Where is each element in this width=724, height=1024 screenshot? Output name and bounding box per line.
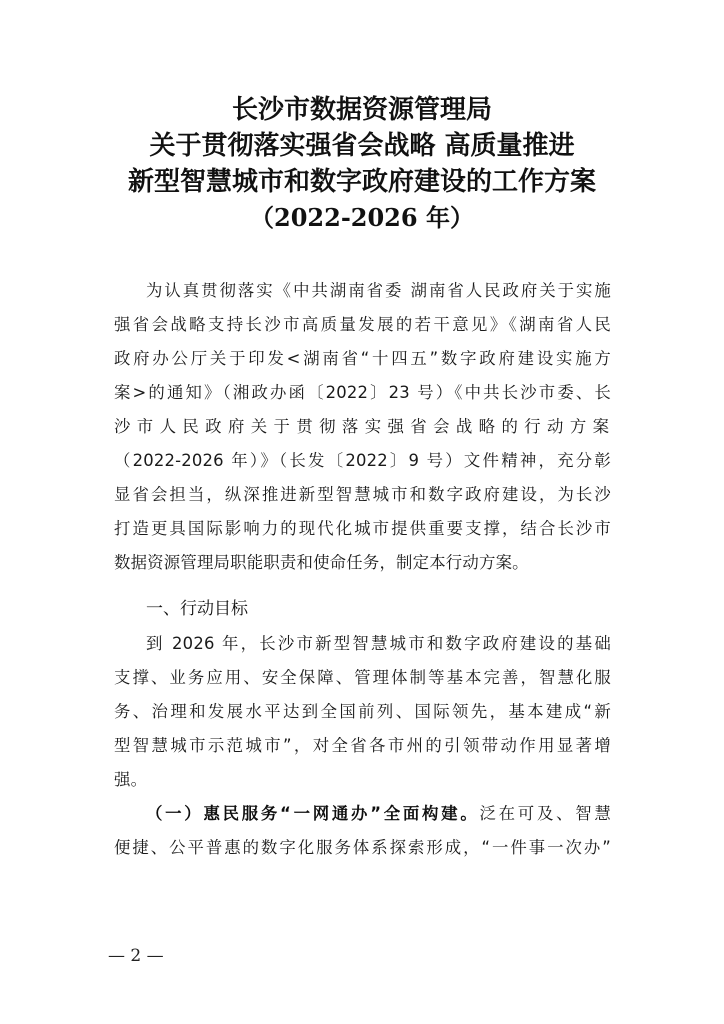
goal-line-2: 支撑、业务应用、安全保障、管理体制等基本完善，智慧化服 <box>114 668 611 687</box>
intro-line-9: 数据资源管理局职能职责和使命任务，制定本行动方案。 <box>114 553 529 572</box>
intro-line-1: 为认真贯彻落实《中共湖南省委 湖南省人民政府关于实施 <box>146 281 611 300</box>
title-line-1: 长沙市数据资源管理局 <box>231 95 492 125</box>
subsection-heading: （一）惠民服务“一网通办”全面构建。 <box>146 804 480 823</box>
goal-line-4: 型智慧城市示范城市”，对全省各市州的引领带动作用显著增 <box>114 736 611 755</box>
intro-line-8: 打造更具国际影响力的现代化城市提供重要支撑，结合长沙市 <box>114 519 611 538</box>
intro-line-3: 政府办公厅关于印发<湖南省“十四五”数字政府建设实施方 <box>114 349 611 368</box>
subsection-line-1-rest: 泛在可及、智慧 <box>479 804 611 823</box>
section-heading: 一、行动目标 <box>146 599 248 619</box>
title-line-2: 关于贯彻落实强省会战略 高质量推进 <box>149 131 575 161</box>
intro-line-2: 强省会战略支持长沙市高质量发展的若干意见》《湖南省人民 <box>114 315 611 334</box>
intro-line-4: 案>的通知》（湘政办函〔2022〕23 号）《中共长沙市委、长 <box>114 383 611 402</box>
intro-line-6: （2022-2026 年）》（长发〔2022〕9 号）文件精神，充分彰 <box>114 451 611 470</box>
title-line-3: 新型智慧城市和数字政府建设的工作方案 <box>127 167 596 197</box>
page-number: — 2 — <box>108 946 164 966</box>
goal-line-1: 到 2026 年，长沙市新型智慧城市和数字政府建设的基础 <box>146 634 611 653</box>
subsection-line-2: 便捷、公平普惠的数字化服务体系探索形成，“一件事一次办” <box>114 838 611 857</box>
goal-line-5: 强。 <box>114 770 148 789</box>
intro-line-7: 显省会担当，纵深推进新型智慧城市和数字政府建设，为长沙 <box>114 485 611 504</box>
title-line-4: （2022-2026 年） <box>250 203 474 232</box>
intro-line-5: 沙市人民政府关于贯彻落实强省会战略的行动方案 <box>114 417 611 436</box>
goal-line-3: 务、治理和发展水平达到全国前列、国际领先，基本建成“新 <box>114 702 611 721</box>
subsection-line-1 <box>146 799 611 829</box>
document-title <box>0 92 724 236</box>
